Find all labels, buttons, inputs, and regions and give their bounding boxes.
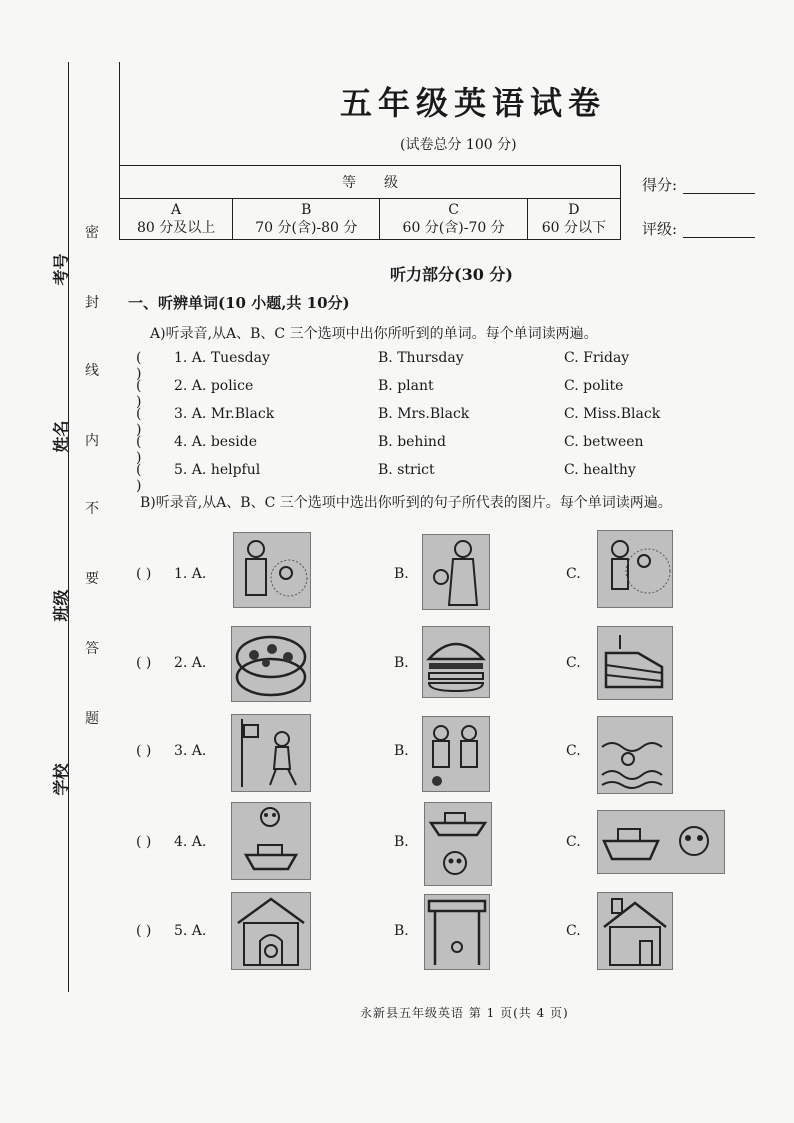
answer-blank[interactable]: ( ) <box>136 434 142 466</box>
option-b: B. plant <box>378 378 434 394</box>
seal-char: 内 <box>85 433 99 449</box>
option-c: C. <box>566 655 581 671</box>
seal-char: 密 <box>85 225 99 241</box>
picture-football[interactable] <box>422 716 490 792</box>
picture-gate[interactable] <box>424 894 490 970</box>
level-field <box>642 218 755 239</box>
picture-doghouse[interactable] <box>231 892 311 970</box>
option-c: C. healthy <box>564 462 636 478</box>
option-a: 4. A. <box>174 834 207 850</box>
option-a: 2. A. police <box>174 378 254 394</box>
seal-char: 题 <box>85 711 99 727</box>
option-b: B. <box>394 834 409 850</box>
option-c: C. Friday <box>564 350 630 366</box>
grade-table <box>119 165 621 240</box>
answer-blank[interactable]: ( ) <box>136 406 142 438</box>
listening-section-title: 听力部分(30 分) <box>390 265 513 284</box>
picture-teacher-student[interactable] <box>233 532 311 608</box>
option-a: 5. A. helpful <box>174 462 261 478</box>
school-label: 学校 <box>51 763 71 796</box>
option-b: B. <box>394 566 409 582</box>
score-blank[interactable] <box>683 179 755 194</box>
partB-instruction: B)听录音,从A、B、C 三个选项中选出你听到的句子所代表的图片。每个单词读两遍。 <box>140 495 672 511</box>
answer-blank[interactable]: ( ) <box>136 834 152 850</box>
option-c: C. <box>566 566 581 582</box>
option-c: C. <box>566 834 581 850</box>
grade-cell-b: B 70 分(含)-80 分 <box>233 199 380 240</box>
answer-blank[interactable]: ( ) <box>136 566 152 582</box>
part1-title: 一、听辨单词(10 小题,共 10分) <box>128 294 350 312</box>
level-blank[interactable] <box>683 223 755 238</box>
option-a: 3. A. <box>174 743 207 759</box>
option-b: B. behind <box>378 434 446 450</box>
answer-blank[interactable]: ( ) <box>136 655 152 671</box>
option-c: C. between <box>564 434 644 450</box>
option-b: B. Mrs.Black <box>378 406 470 422</box>
option-a: 3. A. Mr.Black <box>174 406 275 422</box>
option-b: B. <box>394 923 409 939</box>
answer-blank[interactable]: ( ) <box>136 462 142 494</box>
option-a: 1. A. Tuesday <box>174 350 270 366</box>
partA-instruction: A)听录音,从A、B、C 三个选项中出你所听到的单词。每个单词读两遍。 <box>150 326 598 342</box>
option-b: B. <box>394 655 409 671</box>
option-a: 1. A. <box>174 566 207 582</box>
answer-blank[interactable]: ( ) <box>136 923 152 939</box>
option-a: 5. A. <box>174 923 207 939</box>
option-b: B. strict <box>378 462 435 478</box>
picture-panda-boat-b[interactable] <box>424 802 492 886</box>
answer-blank[interactable]: ( ) <box>136 378 142 410</box>
seal-char: 线 <box>85 363 99 379</box>
answer-blank[interactable]: ( ) <box>136 350 142 382</box>
grade-cell-d: D 60 分以下 <box>527 199 620 240</box>
option-c: C. <box>566 743 581 759</box>
level-label: 评级: <box>642 220 678 238</box>
class-label: 班级 <box>51 589 71 622</box>
score-label: 得分: <box>642 176 678 194</box>
option-c: C. Miss.Black <box>564 406 661 422</box>
answer-blank[interactable]: ( ) <box>136 743 152 759</box>
exam-subtitle: (试卷总分 100 分) <box>400 137 517 153</box>
picture-hamburger[interactable] <box>422 626 490 698</box>
picture-panda-boat-a[interactable] <box>231 802 311 880</box>
seal-char: 封 <box>85 295 99 311</box>
option-b: B. Thursday <box>378 350 464 366</box>
picture-basketball[interactable] <box>231 714 311 792</box>
score-field <box>642 174 755 195</box>
picture-pizza[interactable] <box>231 626 311 702</box>
picture-girl-helping[interactable] <box>597 530 673 608</box>
grade-cell-c: C 60 分(含)-70 分 <box>380 199 527 240</box>
option-c: C. polite <box>564 378 624 394</box>
picture-mother-child[interactable] <box>422 534 490 610</box>
option-a: 4. A. beside <box>174 434 257 450</box>
exam-number-blank[interactable] <box>68 140 69 240</box>
grade-table-header: 等级 <box>120 166 621 199</box>
option-c: C. <box>566 923 581 939</box>
seal-char: 不 <box>85 501 99 517</box>
picture-panda-boat-c[interactable] <box>597 810 725 874</box>
picture-house[interactable] <box>597 892 673 970</box>
picture-swimming[interactable] <box>597 716 673 794</box>
seal-char: 答 <box>85 641 99 657</box>
option-b: B. <box>394 743 409 759</box>
grade-cell-a: A 80 分及以上 <box>120 199 233 240</box>
page-footer: 永新县五年级英语 第 1 页(共 4 页) <box>360 1006 569 1020</box>
seal-char: 要 <box>85 571 99 587</box>
option-a: 2. A. <box>174 655 207 671</box>
picture-cake[interactable] <box>597 626 673 700</box>
exam-number-label: 考号 <box>51 253 71 286</box>
name-label: 姓名 <box>51 420 71 453</box>
exam-title: 五年级英语试卷 <box>340 84 607 122</box>
